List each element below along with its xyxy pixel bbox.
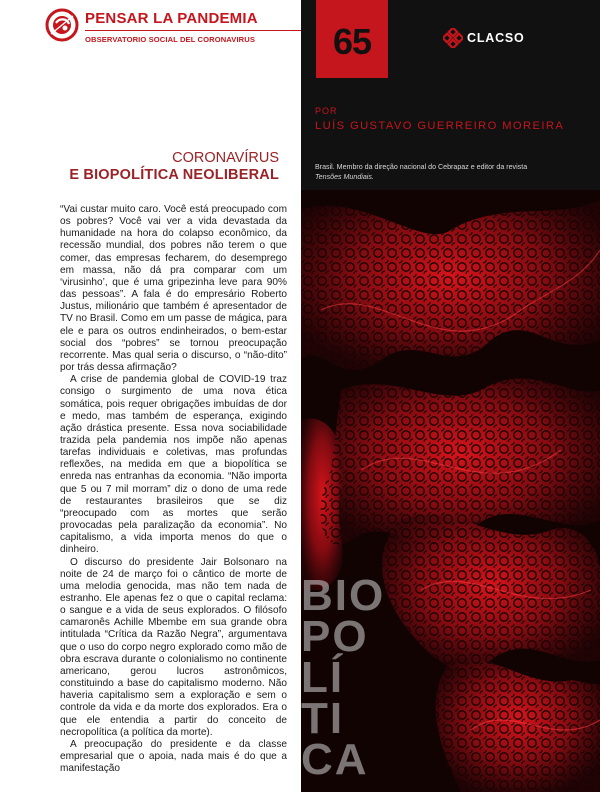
clacso-wordmark: CLACSO xyxy=(467,31,525,45)
observatory-logo-icon xyxy=(45,8,79,42)
vertical-word-line: CA xyxy=(301,735,369,784)
article-body xyxy=(60,204,287,775)
page-number-badge: 65 xyxy=(316,0,388,78)
paragraph-2: A crise de pandemia global de COVID-19 traz consigo o surgimento de uma nova ética somática, pois requer obrigações imbuídas de dor e medo, mas também de esperança, exigindo ação drástica presente. Essa nova sociabilidade trazida pela pandemia nos impõe não apenas tarefas individuais e coletivas, mas profundas reflexões, na medida em que a biopolítica se enreda nas entranhas da economia. “Não importa que 5 ou 7 mil morram” diz o dono de uma rede de restaurantes brasileiros que se diz “preocupado com as mortes que serão provocadas pela paralização da economia”. No capitalismo, a vida importa menos do que o dinheiro. xyxy=(60,374,287,556)
logo-subtitle: OBSERVATORIO SOCIAL DEL CORONAVIRUS xyxy=(85,35,256,44)
article-title-line1: CORONAVÍRUS xyxy=(172,150,279,166)
pensar-la-pandemia-logo xyxy=(45,8,315,50)
article-title-line2: E BIOPOLÍTICA NEOLIBERAL xyxy=(69,167,279,183)
author-bio xyxy=(315,163,585,182)
right-dark-panel xyxy=(301,0,600,792)
vertical-word-line: PO xyxy=(301,612,369,661)
logo-divider xyxy=(85,30,317,31)
author-bio-journal: Tensões Mundiais. xyxy=(315,172,374,181)
logo-title: PENSAR LA PANDEMIA xyxy=(85,10,258,27)
author-name: LUÍS GUSTAVO GUERREIRO MOREIRA xyxy=(315,120,565,132)
paragraph-3: O discurso do presidente Jair Bolsonaro na noite de 24 de março foi o cântico de morte de uma melodia genocida, mas não tem nada de estranho. Ele apenas fez o que o capital reclama: o sangue e a vida de seus explorados. O filósofo camaronês Achille Mbembe em sua grande obra intitulada “Crítica da Razão Negra”, argumentava que o uso do corpo negro explorado como mão de obra escrava durante o colonialismo no continente americano, gerou lucros astronômicos, constituindo a base do capitalismo moderno. Não haveria capitalismo sem a exploração e sem o controle da vida e da morte dos explorados. Era o que ele entendia a partir do conceito de necropolítica (a política da morte). xyxy=(60,556,287,738)
clacso-logo xyxy=(443,28,563,48)
vertical-biopolitica-word xyxy=(301,571,401,784)
author-bio-text: Brasil. Membro da direção nacional do Cebrapaz e editor da revista xyxy=(315,163,528,171)
vertical-word-line: LÍ xyxy=(301,653,345,702)
clacso-cross-icon xyxy=(443,28,463,48)
paragraph-1: “Vai custar muito caro. Você está preocupado com os pobres? Você vai ver a vida devastada da humanidade na hora do colapso econômico, da recessão mundial, dos pobres não terem o que comer, das empresas fecharem, do desemprego em massa, não dá pra comparar com um ‘virusinho’, que é uma gripezinha leve para 90% das pessoas”. A fala é do empresário Roberto Justus, milionário que também é apresentador de TV no Brasil. Como em um passe de mágica, para ele e para os outros endinheirados, o bem-estar social dos “pobres” se tornou preocupação recorrente. Mas qual seria o discurso, o “não-dito” por trás dessa afirmação? xyxy=(60,204,287,374)
vertical-word-line: BIO xyxy=(301,571,386,620)
byline-prefix: POR xyxy=(315,106,338,116)
article-title xyxy=(60,150,279,184)
paragraph-4: A preocupação do presidente e da classe empresarial que o apoia, nada mais é do que a manifestação xyxy=(60,738,287,775)
vertical-word-line: TI xyxy=(301,694,345,743)
